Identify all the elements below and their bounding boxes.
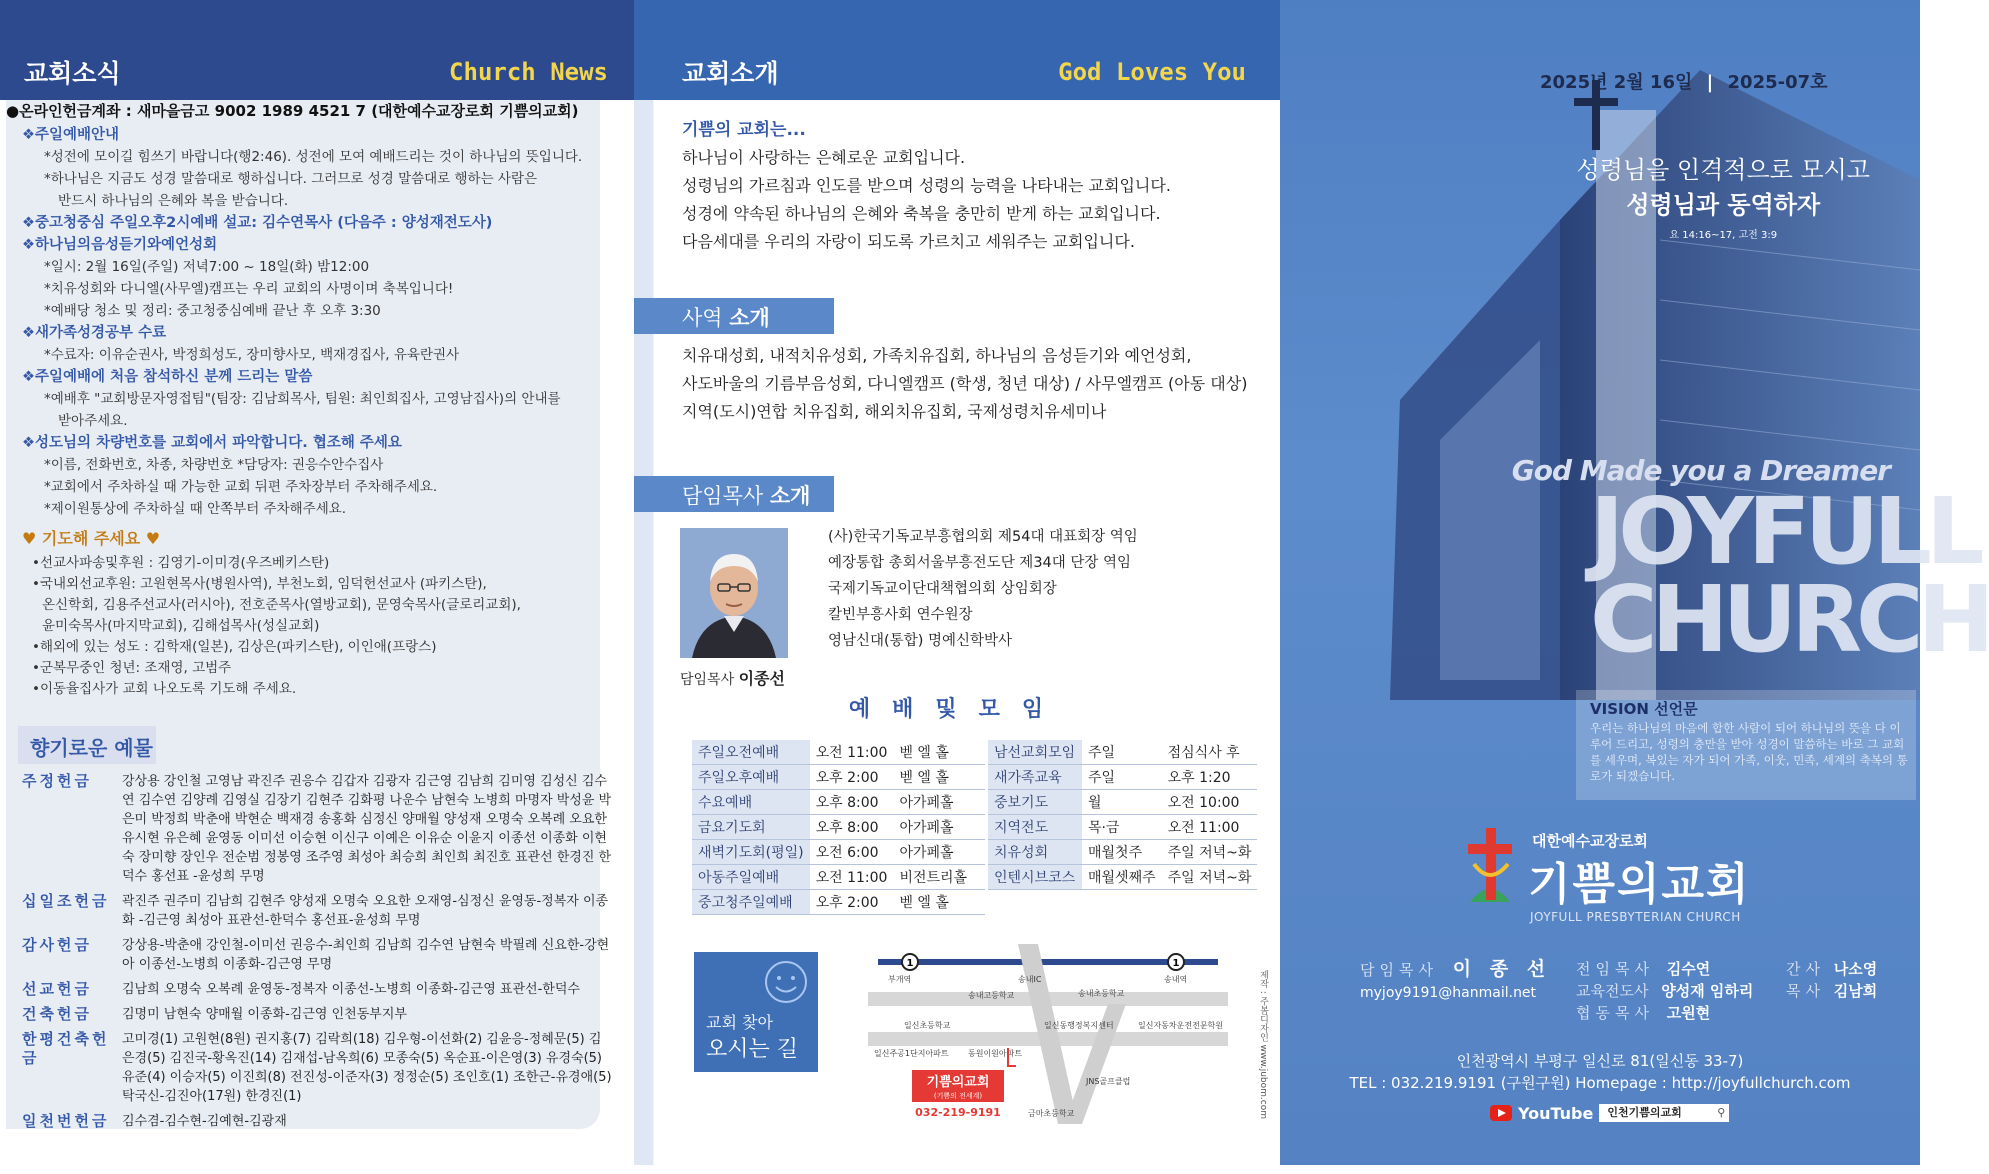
edu-name: 양성재 임하리 [1661, 982, 1754, 1000]
offering-label: 감사헌금 [22, 936, 92, 954]
map-label: 부개역 [888, 975, 912, 984]
directions-box[interactable] [694, 952, 818, 1072]
service-row [692, 815, 985, 840]
slogan-line1: 성령님을 인격적으로 모시고 [1576, 156, 1870, 184]
pastor-email[interactable]: myjoy9191@hanmail.net [1360, 985, 1537, 1001]
directions-line1: 교회 찾아 [706, 1013, 773, 1032]
career-line: (사)한국기독교부흥협의회 제54대 대표회장 역임 [828, 529, 1138, 545]
intro-lines [682, 144, 1252, 256]
map-label: 일신동행정복지센터 [1044, 1021, 1114, 1030]
offering-title: 향기로운 예물 [18, 726, 156, 764]
slogan-reference: 요 14:16~17, 고전 3:9 [1669, 230, 1778, 241]
offering-row [22, 772, 612, 886]
pastor-career-list [828, 524, 1138, 654]
service-time: 오후 2:00 [810, 765, 894, 790]
service-time: 매월셋째주 [1082, 865, 1162, 890]
pastor2-label: 목사 [1786, 982, 1825, 1000]
youtube-search-box[interactable] [1599, 1104, 1729, 1122]
service-place: 벧 엘 홀 [893, 890, 985, 915]
service-place: 벧 엘 홀 [893, 765, 985, 790]
bulletin-date: 2025년 2월 16일 | 2025-07호 [1540, 72, 1828, 93]
pastor-caption [680, 666, 785, 689]
map-label: 송내고등학교 [968, 991, 1015, 1000]
services-table-right [988, 740, 1257, 890]
intro-line: 성경에 약속된 하나님의 은혜와 축복을 충만히 받게 하는 교회입니다. [682, 204, 1161, 223]
offering-row [22, 1112, 612, 1131]
ministry-label: 사역 [682, 306, 723, 330]
news-item: 반드시 하나님의 은혜와 복을 받습니다. [58, 193, 289, 209]
offering-label: 십일조헌금 [22, 892, 110, 910]
career-line: 영남신대(통합) 명예신학박사 [828, 633, 1013, 649]
offering-row [22, 1030, 612, 1106]
service-name: 남선교회모임 [988, 740, 1082, 765]
church-name-en: JOYFULL PRESBYTERIAN CHURCH [1530, 910, 1741, 924]
service-place: 오후 1:20 [1162, 765, 1258, 790]
service-name: 중고청주일예배 [692, 890, 810, 915]
staff-list-2 [1786, 958, 1877, 1002]
service-row [988, 790, 1257, 815]
church-address: 인천광역시 부평구 일신로 81(일신동 33-7) [1456, 1052, 1744, 1070]
map-label: JNS골프클럽 [1086, 1077, 1131, 1086]
pastor-caption-role: 담임목사 [680, 672, 735, 688]
service-row [692, 790, 985, 815]
map-church-sub: (기쁨의 전세계) [933, 1092, 983, 1100]
youtube-search-text: 인천기쁨의교회 [1607, 1106, 1682, 1119]
map-label: 금마초등학교 [1028, 1109, 1075, 1118]
secretary-name: 나소영 [1833, 960, 1878, 978]
service-place: 오전 11:00 [1162, 815, 1258, 840]
service-name: 수요예배 [692, 790, 810, 815]
offering-row [22, 980, 612, 999]
vision-box [1576, 690, 1916, 800]
youtube-play-icon [1490, 1105, 1512, 1121]
offering-names: 곽진주 권주미 김남희 김현주 양성재 오명숙 오요한 오재영-심정신 윤영동-정복자 이종화 -김근영 최성아 표관선-한덕수 홍선표-윤성희 무명 [122, 894, 609, 928]
church-news-panel [0, 0, 634, 1165]
line-number-2: 1 [1172, 958, 1180, 969]
line-number-1: 1 [906, 958, 914, 969]
directions-line2: 오시는 길 [706, 1037, 799, 1062]
news-heading: ❖성도님의 차량번호를 교회에서 파악합니다. 협조해 주세요 [22, 435, 402, 451]
slogan-line2: 성령님과 동역하자 [1626, 191, 1821, 219]
pastor-section-bar [634, 476, 834, 512]
pastor-portrait-icon [680, 528, 788, 658]
intro-header [634, 0, 1280, 100]
service-row [692, 865, 985, 890]
service-name: 중보기도 [988, 790, 1082, 815]
career-line: 칼빈부흥사회 연수원장 [828, 607, 973, 623]
ministry-line: 지역(도시)연합 치유집회, 해외치유집회, 국제성령치유세미나 [682, 402, 1107, 421]
news-item: *치유성회와 다니엘(사무엘)캠프는 우리 교회의 사명이며 축복입니다! [44, 281, 454, 297]
intro-title-ko: 교회소개 [682, 59, 779, 88]
church-contact[interactable]: TEL : 032.219.9191 (구원구원) Homepage : http://joyfullchurch.com [1349, 1074, 1851, 1092]
ministry-list [682, 342, 1262, 426]
news-item: *예배당 청소 및 정리: 중고청중심예배 끝난 후 오후 3:30 [44, 303, 381, 319]
edu-label: 교육전도사 [1576, 982, 1649, 1000]
online-offering-account: ●온라인헌금계좌 : 새마을금고 9002 1989 4521 7 (대한예수교장로회 기쁨의교회) [6, 102, 579, 120]
map-label: 일신자동차운전전문학원 [1138, 1021, 1224, 1030]
services-table-left [692, 740, 985, 915]
search-icon: ⚲ [1717, 1106, 1726, 1119]
map-label: 일신주공1단지아파트 [874, 1049, 949, 1058]
service-name: 새가족교육 [988, 765, 1082, 790]
map-label: 송내초등학교 [1078, 989, 1125, 998]
vision-title: VISION 선언문 [1590, 700, 1698, 718]
service-row [988, 815, 1257, 840]
ministry-line: 치유대성회, 내적치유성회, 가족치유집회, 하나님의 음성듣기와 예언성회, [682, 346, 1192, 365]
service-time: 오후 8:00 [810, 815, 894, 840]
service-place: 주일 저녁~화 [1162, 840, 1258, 865]
map-church-name: 기쁨의교회 [926, 1075, 990, 1090]
ministry-line: 사도바울의 기름부음성회, 다니엘캠프 (학생, 청년 대상) / 사무엘캠프 (아동 대상) [682, 374, 1248, 393]
career-line: 국제기독교이단대책협의회 상임회장 [828, 581, 1057, 597]
service-place: 벧 엘 홀 [893, 740, 985, 765]
service-name: 지역전도 [988, 815, 1082, 840]
prayer-item: •국내외선교후원: 고원현목사(병원사역), 부천노회, 임덕헌선교사 (파키스탄), [32, 576, 487, 592]
pastor-label: 담임목사 [682, 484, 764, 508]
service-place: 점심식사 후 [1162, 740, 1258, 765]
prayer-section [22, 528, 612, 700]
service-place: 아가페홀 [893, 790, 985, 815]
church-wordmark: CHURCH [1590, 566, 1989, 673]
address-block [1280, 1050, 1920, 1094]
service-place: 아가페홀 [893, 840, 985, 865]
news-header [0, 0, 634, 100]
career-line: 예장통합 총회서울부흥전도단 제34대 단장 역임 [828, 555, 1132, 571]
service-time: 오후 8:00 [810, 790, 894, 815]
service-row [692, 740, 985, 765]
staff-list [1576, 958, 1753, 1024]
news-heading: ❖새가족성경공부 수료 [22, 325, 167, 341]
news-item: *제이원통상에 주차하실 때 안쪽부터 주차해주세요. [44, 501, 347, 517]
service-name: 치유성회 [988, 840, 1082, 865]
offering-names: 고미경(1) 고원현(8원) 권지홍(7) 김락희(18) 김우형-이선화(2) 김윤응-정혜문(5) 김은경(5) 김진국-황옥진(14) 김재섭-남옥희(6) 모종숙(5) 옥순표-이은영(3) 유경숙(5) 유준(4) 이승자(5) 이진희(8) 전진성-이준자(3) 정정순(5) 조인호(1) 조한근-유경애(5) 탁국신-김진아(17원) 한경진(1) [122, 1032, 612, 1104]
service-row [692, 840, 985, 865]
news-heading: ❖주일예배에 처음 참석하신 분께 드리는 말씀 [22, 369, 313, 385]
senior-pastor-label: 담임목사 [1360, 961, 1438, 979]
prayer-item: 윤미숙목사(마지막교회), 김해섭목사(성실교회) [42, 618, 320, 634]
news-list [22, 124, 612, 520]
offering-label: 일천번헌금 [22, 1112, 110, 1130]
smiley-icon [694, 952, 818, 1012]
pastor-photo [680, 528, 788, 658]
service-place: 주일 저녁~화 [1162, 865, 1258, 890]
intro-line: 다음세대를 우리의 자랑이 되도록 가르치고 세워주는 교회입니다. [682, 232, 1135, 251]
services-title: 예배및모임 [848, 697, 1066, 722]
map-phone: 032-219-9191 [915, 1106, 1001, 1119]
pastor-label-bold: 소개 [769, 484, 811, 508]
news-item: *하나님은 지금도 성경 말씀대로 행하십니다. 그러므로 성경 말씀대로 행하는 사람은 [44, 171, 538, 187]
intro-heading: 기쁨의 교회는... [682, 120, 806, 140]
service-name: 인텐시브코스 [988, 865, 1082, 890]
map-label: 동원이원아파트 [968, 1049, 1023, 1058]
bulletin-date-text: 2025년 2월 16일 [1540, 72, 1693, 93]
church-name: 기쁨의교회 [1528, 859, 1751, 910]
youtube-wordmark: YouTube [1518, 1103, 1594, 1123]
church-intro-panel [634, 0, 1280, 1165]
offering-names: 강상용 강인철 고영남 곽진주 권응수 김갑자 김광자 김근영 김남희 김미영 김성신 김수연 김수연 김양례 김영실 김장기 김현주 김화평 나운수 남현숙 노병희 마명자 박성윤 박은미 박정희 박춘애 박현순 백재경 송홍화 심정신 양매월 양성재 오명숙 오복례 오요한 유시현 유은혜 윤영동 이미선 이승현 이신구 이예은 이유순 이윤지 이종선 이종화 이현숙 장미향 장인우 전순범 정봉영 조주영 최성아 최승희 최인희 최진호 표관선 한경진 한덕수 홍선표 -윤성희 무명 [122, 774, 612, 884]
offering-names: 김남희 오명숙 오복례 윤영동-정복자 이종선-노병희 이종화-김근영 표관선-한덕수 [122, 982, 580, 997]
news-title-ko: 교회소식 [24, 59, 121, 88]
denomination: 대한예수교장로회 [1532, 832, 1648, 850]
map-label: 일신초등학교 [904, 1021, 951, 1030]
service-row [692, 765, 985, 790]
service-row [988, 740, 1257, 765]
senior-pastor-name: 이 종 선 [1452, 958, 1552, 980]
news-item: *성전에 모이길 힘쓰기 바랍니다(행2:46). 성전에 모여 예배드리는 것이 하나님의 뜻입니다. [44, 149, 583, 165]
news-heading: ❖하나님의음성듣기와예언성회 [22, 237, 218, 253]
prayer-item: •군복무중인 청년: 조재영, 고범주 [32, 660, 232, 676]
service-time: 월 [1082, 790, 1162, 815]
youtube-search[interactable] [1490, 1102, 1729, 1124]
prayer-title: ♥ 기도해 주세요 ♥ [22, 529, 161, 548]
senior-pastor [1360, 958, 1551, 1004]
former-pastor-name: 김수연 [1666, 960, 1711, 978]
intro-line: 성령님의 가르침과 인도를 받으며 성령의 능력을 나타내는 교회입니다. [682, 176, 1171, 195]
slogan [1577, 150, 1870, 241]
intro-title-en: God Loves You [1058, 58, 1246, 86]
news-heading: ❖주일예배안내 [22, 127, 120, 143]
service-time: 오후 2:00 [810, 890, 894, 915]
offering-list [22, 772, 612, 1137]
service-time: 오전 11:00 [810, 740, 894, 765]
service-place: 오전 10:00 [1162, 790, 1258, 815]
intro-line: 하나님이 사랑하는 은혜로운 교회입니다. [682, 148, 966, 167]
service-time: 주일 [1082, 740, 1162, 765]
service-time: 오전 11:00 [810, 865, 894, 890]
service-place: 아가페홀 [893, 815, 985, 840]
design-credit: 제작 : 주봄디자인 www.jubom.com [1258, 970, 1268, 1120]
offering-names: 김수겸-김수현-김예현-김광재 [122, 1114, 287, 1129]
directions-map [868, 944, 1228, 1124]
bulletin-issue: 2025-07호 [1727, 72, 1828, 93]
news-item: *교회에서 주차하실 때 가능한 교회 뒤편 주차장부터 주차해주세요. [44, 479, 438, 495]
news-item: *예배후 "교회방문자영접팀"(팀장: 김남희목사, 팀원: 최인희집사, 고영남집사)의 안내를 [44, 391, 561, 407]
prayer-item: 온신학회, 김용주선교사(러시아), 전호준목사(열방교회), 문영숙목사(글로리교회), [42, 597, 521, 613]
service-name: 주일오후예배 [692, 765, 810, 790]
map-label: 송내IC [1018, 975, 1042, 984]
offering-label: 한평건축헌금 [22, 1030, 110, 1067]
service-time: 오전 6:00 [810, 840, 894, 865]
service-name: 새벽기도회(평일) [692, 840, 810, 865]
assoc-name: 고원현 [1666, 1004, 1711, 1022]
secretary-label: 간사 [1786, 960, 1825, 978]
news-title-en: Church News [449, 58, 608, 86]
service-place: 비전트리홀 [893, 865, 985, 890]
news-item: *수료자: 이유순권사, 박정희성도, 장미향사모, 백재경집사, 유육란권사 [44, 347, 460, 363]
prayer-item: •선교사파송및후원 : 김영기-이미경(우즈베키스탄) [32, 555, 330, 571]
map-label: 송내역 [1164, 975, 1188, 984]
prayer-list [22, 553, 612, 700]
ministry-label-bold: 소개 [729, 306, 770, 330]
offering-label: 주정헌금 [22, 772, 92, 790]
ministry-section-bar [634, 298, 834, 334]
offering-label: 건축헌금 [22, 1005, 92, 1023]
vision-body: 우리는 하나님의 마음에 합한 사람이 되어 하나님의 뜻을 다 이루어 드리고, 성령의 충만을 받아 성경이 말씀하는 바로 그 교회를 세우며, 복있는 자가 되어 가족, 이웃, 민족, 세계의 축복의 통로가 되겠습니다. [1590, 721, 1908, 783]
service-time: 주일 [1082, 765, 1162, 790]
service-time: 목·금 [1082, 815, 1162, 840]
pastor-caption-name: 이종선 [738, 669, 785, 688]
church-cross-logo-icon [1460, 824, 1520, 910]
offering-label: 선교헌금 [22, 980, 92, 998]
service-name: 아동주일예배 [692, 865, 810, 890]
news-heading: ❖중고청중심 주일오후2시예배 설교: 김수연목사 (다음주 : 양성재전도사) [22, 215, 493, 231]
offering-names: 강상용-박춘애 강인철-이미선 권응수-최인희 김남희 김수연 남현숙 박필례 신요한-강현아 이종선-노병희 이종화-김근영 무명 [122, 938, 610, 972]
news-item: *이름, 전화번호, 차종, 차량번호 *담당자: 권응수안수집사 [44, 457, 384, 473]
intro-block [682, 116, 1252, 256]
joyfull-wordmark: JOYFULL [1590, 478, 1979, 585]
service-row [988, 865, 1257, 890]
offering-row [22, 936, 612, 974]
offering-row [22, 892, 612, 930]
former-pastor-label: 전임목사 [1576, 960, 1654, 978]
offering-row [22, 1005, 612, 1024]
news-item: *일시: 2월 16일(주일) 저녁7:00 ~ 18일(화) 밤12:00 [44, 259, 370, 275]
service-row [988, 840, 1257, 865]
service-row [988, 765, 1257, 790]
cover-panel [1280, 0, 1989, 1165]
service-time: 매월첫주 [1082, 840, 1162, 865]
service-name: 금요기도회 [692, 815, 810, 840]
assoc-label: 협동목사 [1576, 1004, 1654, 1022]
pastor2-name: 김남희 [1833, 982, 1878, 1000]
dreamer-tagline: God Made you a Dreamer [1511, 454, 1890, 487]
offering-names: 김명미 남현숙 양매월 이종화-김근영 인천동부지부 [122, 1007, 407, 1022]
news-item: 받아주세요. [58, 413, 128, 429]
prayer-item: •이동율집사가 교회 나오도록 기도해 주세요. [32, 681, 297, 697]
service-name: 주일오전예배 [692, 740, 810, 765]
prayer-item: •해외에 있는 성도 : 김학재(일본), 김상은(파키스탄), 이인애(프랑스) [32, 639, 437, 655]
service-row [692, 890, 985, 915]
